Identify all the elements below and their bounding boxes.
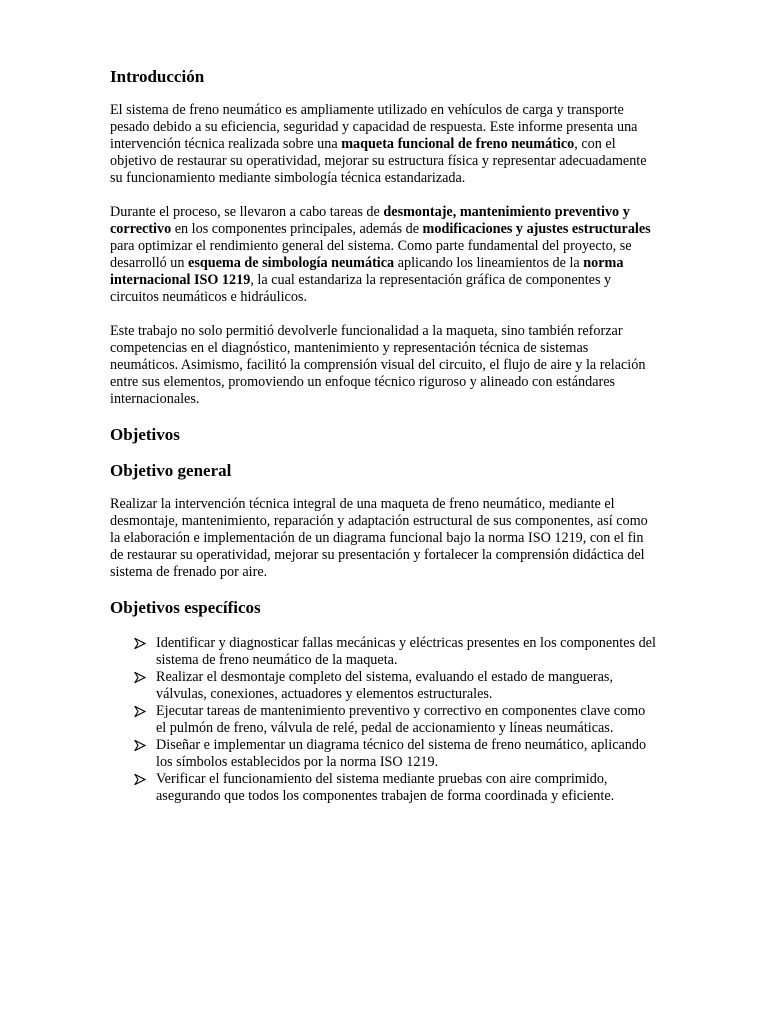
subsection-title-objetivos-especificos: Objetivos específicos: [110, 598, 261, 617]
list-item-text: Realizar el desmontaje completo del sistema, evaluando el estado de mangueras, válvulas, conexiones, actuadores y elementos estructurales.: [156, 669, 613, 702]
text-run: aplicando los lineamientos de la: [394, 255, 584, 271]
document-page: [110, 66, 658, 805]
arrow-bullet-icon: [134, 706, 146, 717]
text-run: , con el objetivo de restaurar su operatividad, mejorar su estructura física y representar adecuadamente su funcionamiento mediante simbología técnica estandarizada.: [110, 136, 647, 186]
bold-run: esquema de simbología neumática: [188, 255, 395, 271]
objetivo-general-paragraph: Realizar la intervención técnica integral de una maqueta de freno neumático, mediante el desmontaje, mantenimiento, reparación y adaptación estructural de sus componentes, así como la elaboración e implementación de un diagrama funcional bajo la norma ISO 1219, con el fin de restaurar su operatividad, mejorar su presentación y fortalecer la comprensión didáctica del sistema de frenado por aire.: [110, 496, 648, 580]
list-item-text: Verificar el funcionamiento del sistema mediante pruebas con aire comprimido, asegurando que todos los componentes trabajen de forma coordinada y eficiente.: [156, 771, 615, 804]
arrow-bullet-icon: [134, 672, 146, 683]
list-item-text: Ejecutar tareas de mantenimiento preventivo y correctivo en componentes clave como el pulmón de freno, válvula de relé, pedal de accionamiento y líneas neumáticas.: [156, 703, 646, 736]
arrow-bullet-icon: [134, 774, 146, 785]
intro-paragraph-1: [110, 102, 658, 187]
arrow-bullet-icon: [134, 638, 146, 649]
list-item: [110, 635, 658, 669]
text-run: El sistema de freno neumático es ampliamente utilizado en vehículos de carga y transporte pesado debido a su eficiencia, seguridad y capacidad de respuesta. Este informe presenta una intervención técnica realizada sobre una: [110, 102, 638, 152]
text-run: , la cual estandariza la representación gráfica de componentes y circuitos neumáticos e hidráulicos.: [110, 272, 612, 305]
list-item-text: Identificar y diagnosticar fallas mecánicas y eléctricas presentes en los componentes del sistema de freno neumático de la maqueta.: [156, 635, 656, 668]
list-item: [110, 703, 658, 737]
list-item: [110, 669, 658, 703]
intro-paragraph-3: Este trabajo no solo permitió devolverle funcionalidad a la maqueta, sino también reforzar competencias en el diagnóstico, mantenimiento y representación técnica de sistemas neumáticos. Asimismo, facilitó la comprensión visual del circuito, el flujo de aire y la relación entre sus elementos, promoviendo un enfoque técnico riguroso y alineado con estándares internacionales.: [110, 323, 646, 407]
objetivos-especificos-list: [110, 635, 658, 805]
section-title-introduccion: Introducción: [110, 67, 205, 86]
text-run: en los componentes principales, además de: [171, 221, 423, 237]
list-item: [110, 771, 658, 805]
bold-run: maqueta funcional de freno neumático: [341, 136, 575, 152]
text-run: Durante el proceso, se llevaron a cabo tareas de: [110, 204, 384, 220]
list-item-text: Diseñar e implementar un diagrama técnico del sistema de freno neumático, aplicando los símbolos establecidos por la norma ISO 1219.: [156, 737, 647, 770]
bold-run: desmontaje, mantenimiento preventivo y correctivo: [110, 204, 630, 237]
bold-run: modificaciones y ajustes estructurales: [422, 221, 651, 237]
section-title-objetivos: Objetivos: [110, 425, 180, 444]
arrow-bullet-icon: [134, 740, 146, 751]
text-run: para optimizar el rendimiento general del sistema. Como parte fundamental del proyecto, se desarrolló un: [110, 238, 632, 271]
intro-paragraph-2: [110, 204, 658, 306]
subsection-title-objetivo-general: Objetivo general: [110, 461, 232, 480]
bold-run: norma internacional ISO 1219: [110, 255, 624, 288]
list-item: [110, 737, 658, 771]
